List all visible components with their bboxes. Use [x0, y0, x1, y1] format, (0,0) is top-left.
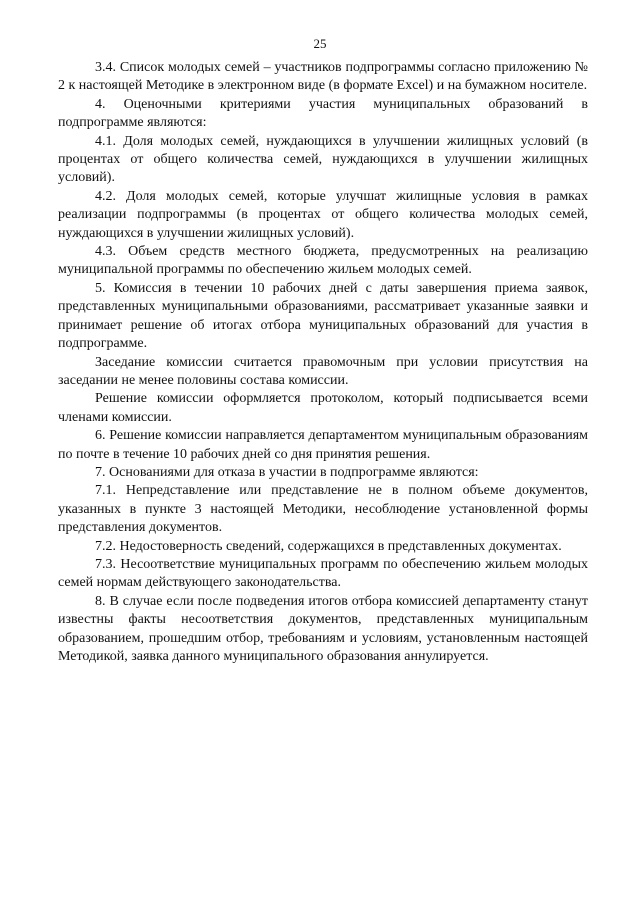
paragraph-7-1: 7.1. Непредставление или представление не в полном объеме документов, указанных в пункте 3 настоящей Методики, несоблюдение установленной формы представления документов.: [58, 483, 588, 536]
paragraph-6: 6. Решение комиссии направляется департаментом муниципальным образованиям по почте в течение 10 рабочих дней со дня принятия решения.: [58, 428, 588, 462]
paragraph-quorum: Заседание комиссии считается правомочным при условии присутствия на заседании не менее половины состава комиссии.: [58, 354, 588, 388]
paragraph-protocol: Решение комиссии оформляется протоколом, который подписывается всеми членами комиссии.: [58, 391, 588, 425]
document-body: [58, 59, 588, 666]
paragraph-4-3: 4.3. Объем средств местного бюджета, предусмотренных на реализацию муниципальной программы по обеспечению жильем молодых семей.: [58, 244, 588, 278]
paragraph-4-1: 4.1. Доля молодых семей, нуждающихся в улучшении жилищных условий (в процентах от общего количества семей, нуждающихся в улучшении жилищных условий).: [58, 133, 588, 186]
paragraph-7: 7. Основаниями для отказа в участии в подпрограмме являются:: [95, 464, 479, 480]
paragraph-8: 8. В случае если после подведения итогов отбора комиссией департаменту станут известны факты несоответствия документов, представленных муниципальным образованием, прошедшим отбор, требованиям и условиям, установленным настоящей Методикой, заявка данного муниципального образования аннулируется.: [58, 593, 588, 664]
page-number: 25: [313, 36, 327, 51]
paragraph-4: 4. Оценочными критериями участия муниципальных образований в подпрограмме являются:: [58, 96, 588, 131]
paragraph-5: 5. Комиссия в течении 10 рабочих дней с даты завершения приема заявок, представленных муниципальными образованиями, рассматривает указанные заявки и принимает решение об итогах отбора муниципальных образований для участия в подпрограмме.: [58, 280, 588, 352]
paragraph-7-3: 7.3. Несоответствие муниципальных программ по обеспечению жильем молодых семей нормам действующего законодательства.: [58, 556, 588, 591]
paragraph-4-2: 4.2. Доля молодых семей, которые улучшат жилищные условия в рамках реализации подпрограммы (в процентах от общего количества молодых семей, нуждающихся в улучшении жилищных условий).: [58, 188, 588, 241]
paragraph-3-4: 3.4. Список молодых семей – участников подпрограммы согласно приложению № 2 к настоящей Методике в электронном виде (в формате Excel) и на бумажном носителе.: [58, 60, 588, 94]
paragraph-7-2: 7.2. Недостоверность сведений, содержащихся в представленных документах.: [95, 538, 562, 554]
